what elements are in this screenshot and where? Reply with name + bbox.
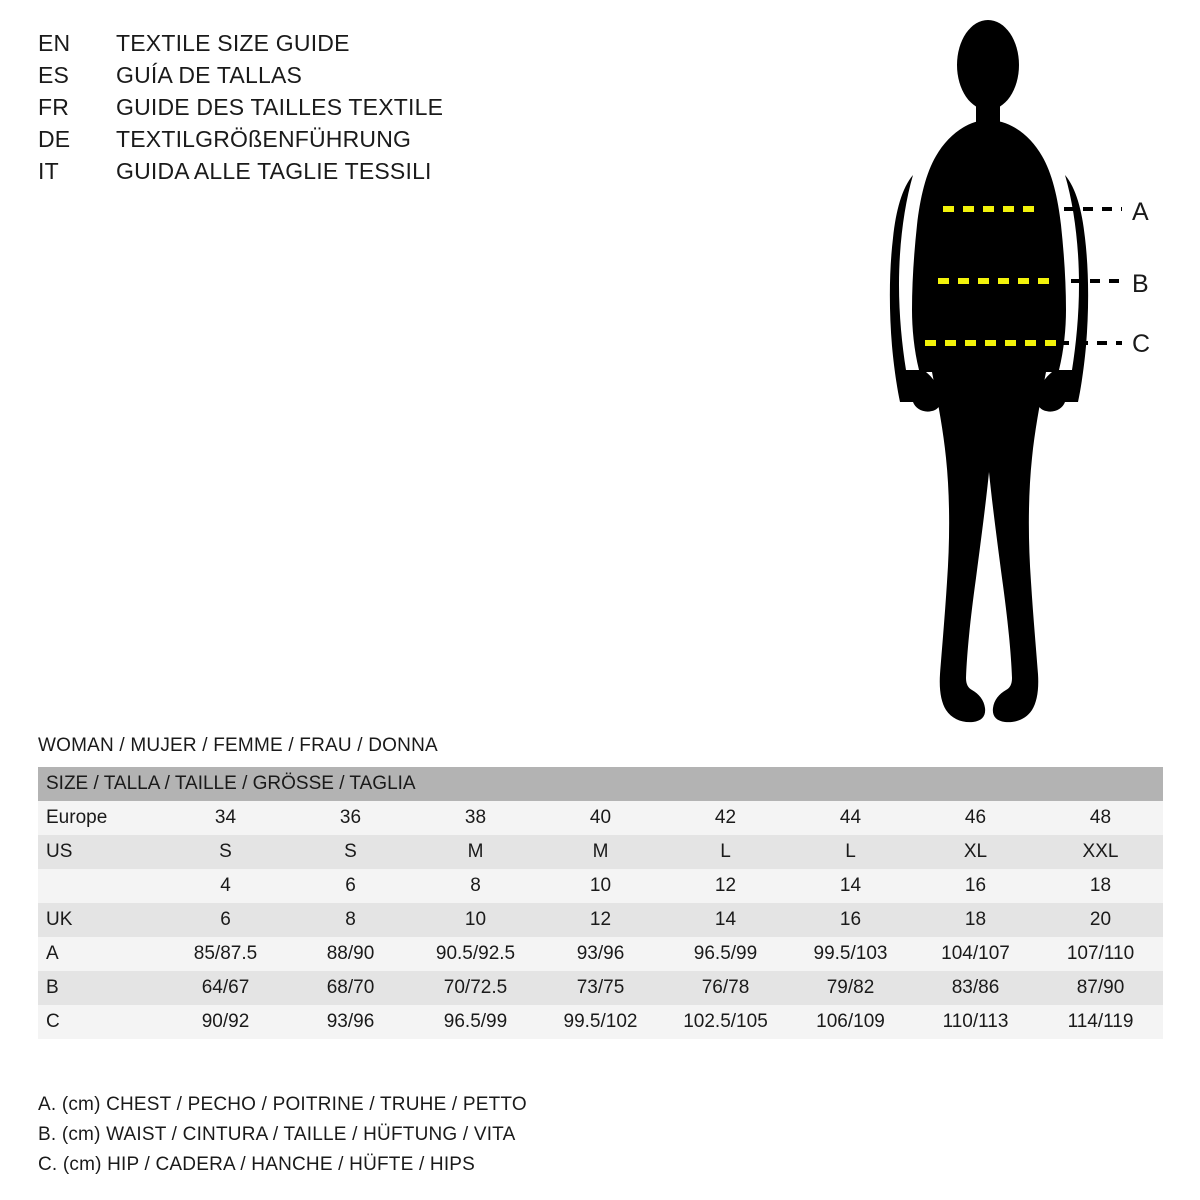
table-cell: 42 (663, 801, 788, 835)
table-cell: 14 (663, 903, 788, 937)
size-table-block (38, 735, 1163, 1039)
measure-label-c: C (1132, 330, 1151, 358)
table-cell: 99.5/103 (788, 937, 913, 971)
row-label: C (38, 1005, 163, 1039)
table-cell: M (413, 835, 538, 869)
table-cell: 99.5/102 (538, 1005, 663, 1039)
language-row (38, 30, 658, 62)
table-cell: 70/72.5 (413, 971, 538, 1005)
table-group-label: WOMAN / MUJER / FEMME / FRAU / DONNA (38, 735, 438, 756)
table-cell: 96.5/99 (663, 937, 788, 971)
table-cell: 48 (1038, 801, 1163, 835)
table-cell: 34 (163, 801, 288, 835)
row-label: B (38, 971, 163, 1005)
language-row (38, 94, 658, 126)
measurement-legend (38, 1090, 938, 1180)
language-title-list (38, 30, 658, 190)
table-cell: 36 (288, 801, 413, 835)
table-cell: 93/96 (538, 937, 663, 971)
table-cell: 20 (1038, 903, 1163, 937)
measure-label-b: B (1132, 270, 1149, 298)
table-cell: 110/113 (913, 1005, 1038, 1039)
table-header-label: SIZE / TALLA / TAILLE / GRÖSSE / TAGLIA (38, 767, 1163, 801)
language-title: TEXTILE SIZE GUIDE (116, 30, 350, 56)
table-header-row (38, 767, 1163, 801)
table-cell: 18 (913, 903, 1038, 937)
table-cell: 6 (163, 903, 288, 937)
table-row (38, 1005, 1163, 1039)
table-row (38, 801, 1163, 835)
language-title: GUÍA DE TALLAS (116, 62, 303, 88)
table-cell: 114/119 (1038, 1005, 1163, 1039)
table-cell: 87/90 (1038, 971, 1163, 1005)
table-row (38, 971, 1163, 1005)
language-title: GUIDA ALLE TAGLIE TESSILI (116, 158, 432, 184)
row-label: A (38, 937, 163, 971)
language-code: EN (38, 30, 71, 56)
table-cell: S (163, 835, 288, 869)
language-code: FR (38, 94, 70, 120)
table-cell: 44 (788, 801, 913, 835)
language-code: IT (38, 158, 59, 184)
table-cell: 18 (1038, 869, 1163, 903)
table-row (38, 869, 1163, 903)
table-cell: 16 (788, 903, 913, 937)
language-title: GUIDE DES TAILLES TEXTILE (116, 94, 444, 120)
row-label: UK (38, 903, 163, 937)
table-cell: 107/110 (1038, 937, 1163, 971)
language-row (38, 158, 658, 190)
measure-label-a: A (1132, 198, 1149, 226)
table-cell: L (788, 835, 913, 869)
table-cell: 90/92 (163, 1005, 288, 1039)
row-label: Europe (38, 801, 163, 835)
table-cell: 12 (663, 869, 788, 903)
table-cell: XL (913, 835, 1038, 869)
language-code: DE (38, 126, 71, 152)
table-row (38, 937, 1163, 971)
language-title: TEXTILGRÖßENFÜHRUNG (116, 126, 412, 152)
table-cell: 4 (163, 869, 288, 903)
table-cell: 73/75 (538, 971, 663, 1005)
table-cell: 46 (913, 801, 1038, 835)
size-table (38, 767, 1163, 1039)
table-cell: 93/96 (288, 1005, 413, 1039)
table-cell: 88/90 (288, 937, 413, 971)
legend-line-b: B. (cm) WAIST / CINTURA / TAILLE / HÜFTUNG / VITA (38, 1124, 516, 1145)
table-cell: L (663, 835, 788, 869)
legend-line-a: A. (cm) CHEST / PECHO / POITRINE / TRUHE / PETTO (38, 1094, 527, 1115)
table-row (38, 903, 1163, 937)
table-cell: 40 (538, 801, 663, 835)
language-code: ES (38, 62, 70, 88)
table-cell: 79/82 (788, 971, 913, 1005)
table-cell: 8 (413, 869, 538, 903)
table-cell: 38 (413, 801, 538, 835)
table-cell: 76/78 (663, 971, 788, 1005)
table-cell: 96.5/99 (413, 1005, 538, 1039)
table-cell: 64/67 (163, 971, 288, 1005)
table-cell: S (288, 835, 413, 869)
language-row (38, 126, 658, 158)
female-silhouette-icon (840, 10, 1190, 750)
table-cell: 8 (288, 903, 413, 937)
row-label (38, 869, 163, 903)
table-cell: 104/107 (913, 937, 1038, 971)
table-cell: 10 (413, 903, 538, 937)
table-cell: 6 (288, 869, 413, 903)
table-cell: 14 (788, 869, 913, 903)
table-cell: 85/87.5 (163, 937, 288, 971)
table-cell: XXL (1038, 835, 1163, 869)
table-cell: 83/86 (913, 971, 1038, 1005)
table-cell: 102.5/105 (663, 1005, 788, 1039)
table-cell: 90.5/92.5 (413, 937, 538, 971)
table-cell: M (538, 835, 663, 869)
table-row (38, 835, 1163, 869)
table-cell: 68/70 (288, 971, 413, 1005)
table-cell: 12 (538, 903, 663, 937)
table-cell: 16 (913, 869, 1038, 903)
language-row (38, 62, 658, 94)
table-cell: 106/109 (788, 1005, 913, 1039)
row-label: US (38, 835, 163, 869)
legend-line-c: C. (cm) HIP / CADERA / HANCHE / HÜFTE / HIPS (38, 1154, 476, 1175)
table-cell: 10 (538, 869, 663, 903)
body-figure (840, 10, 1190, 750)
